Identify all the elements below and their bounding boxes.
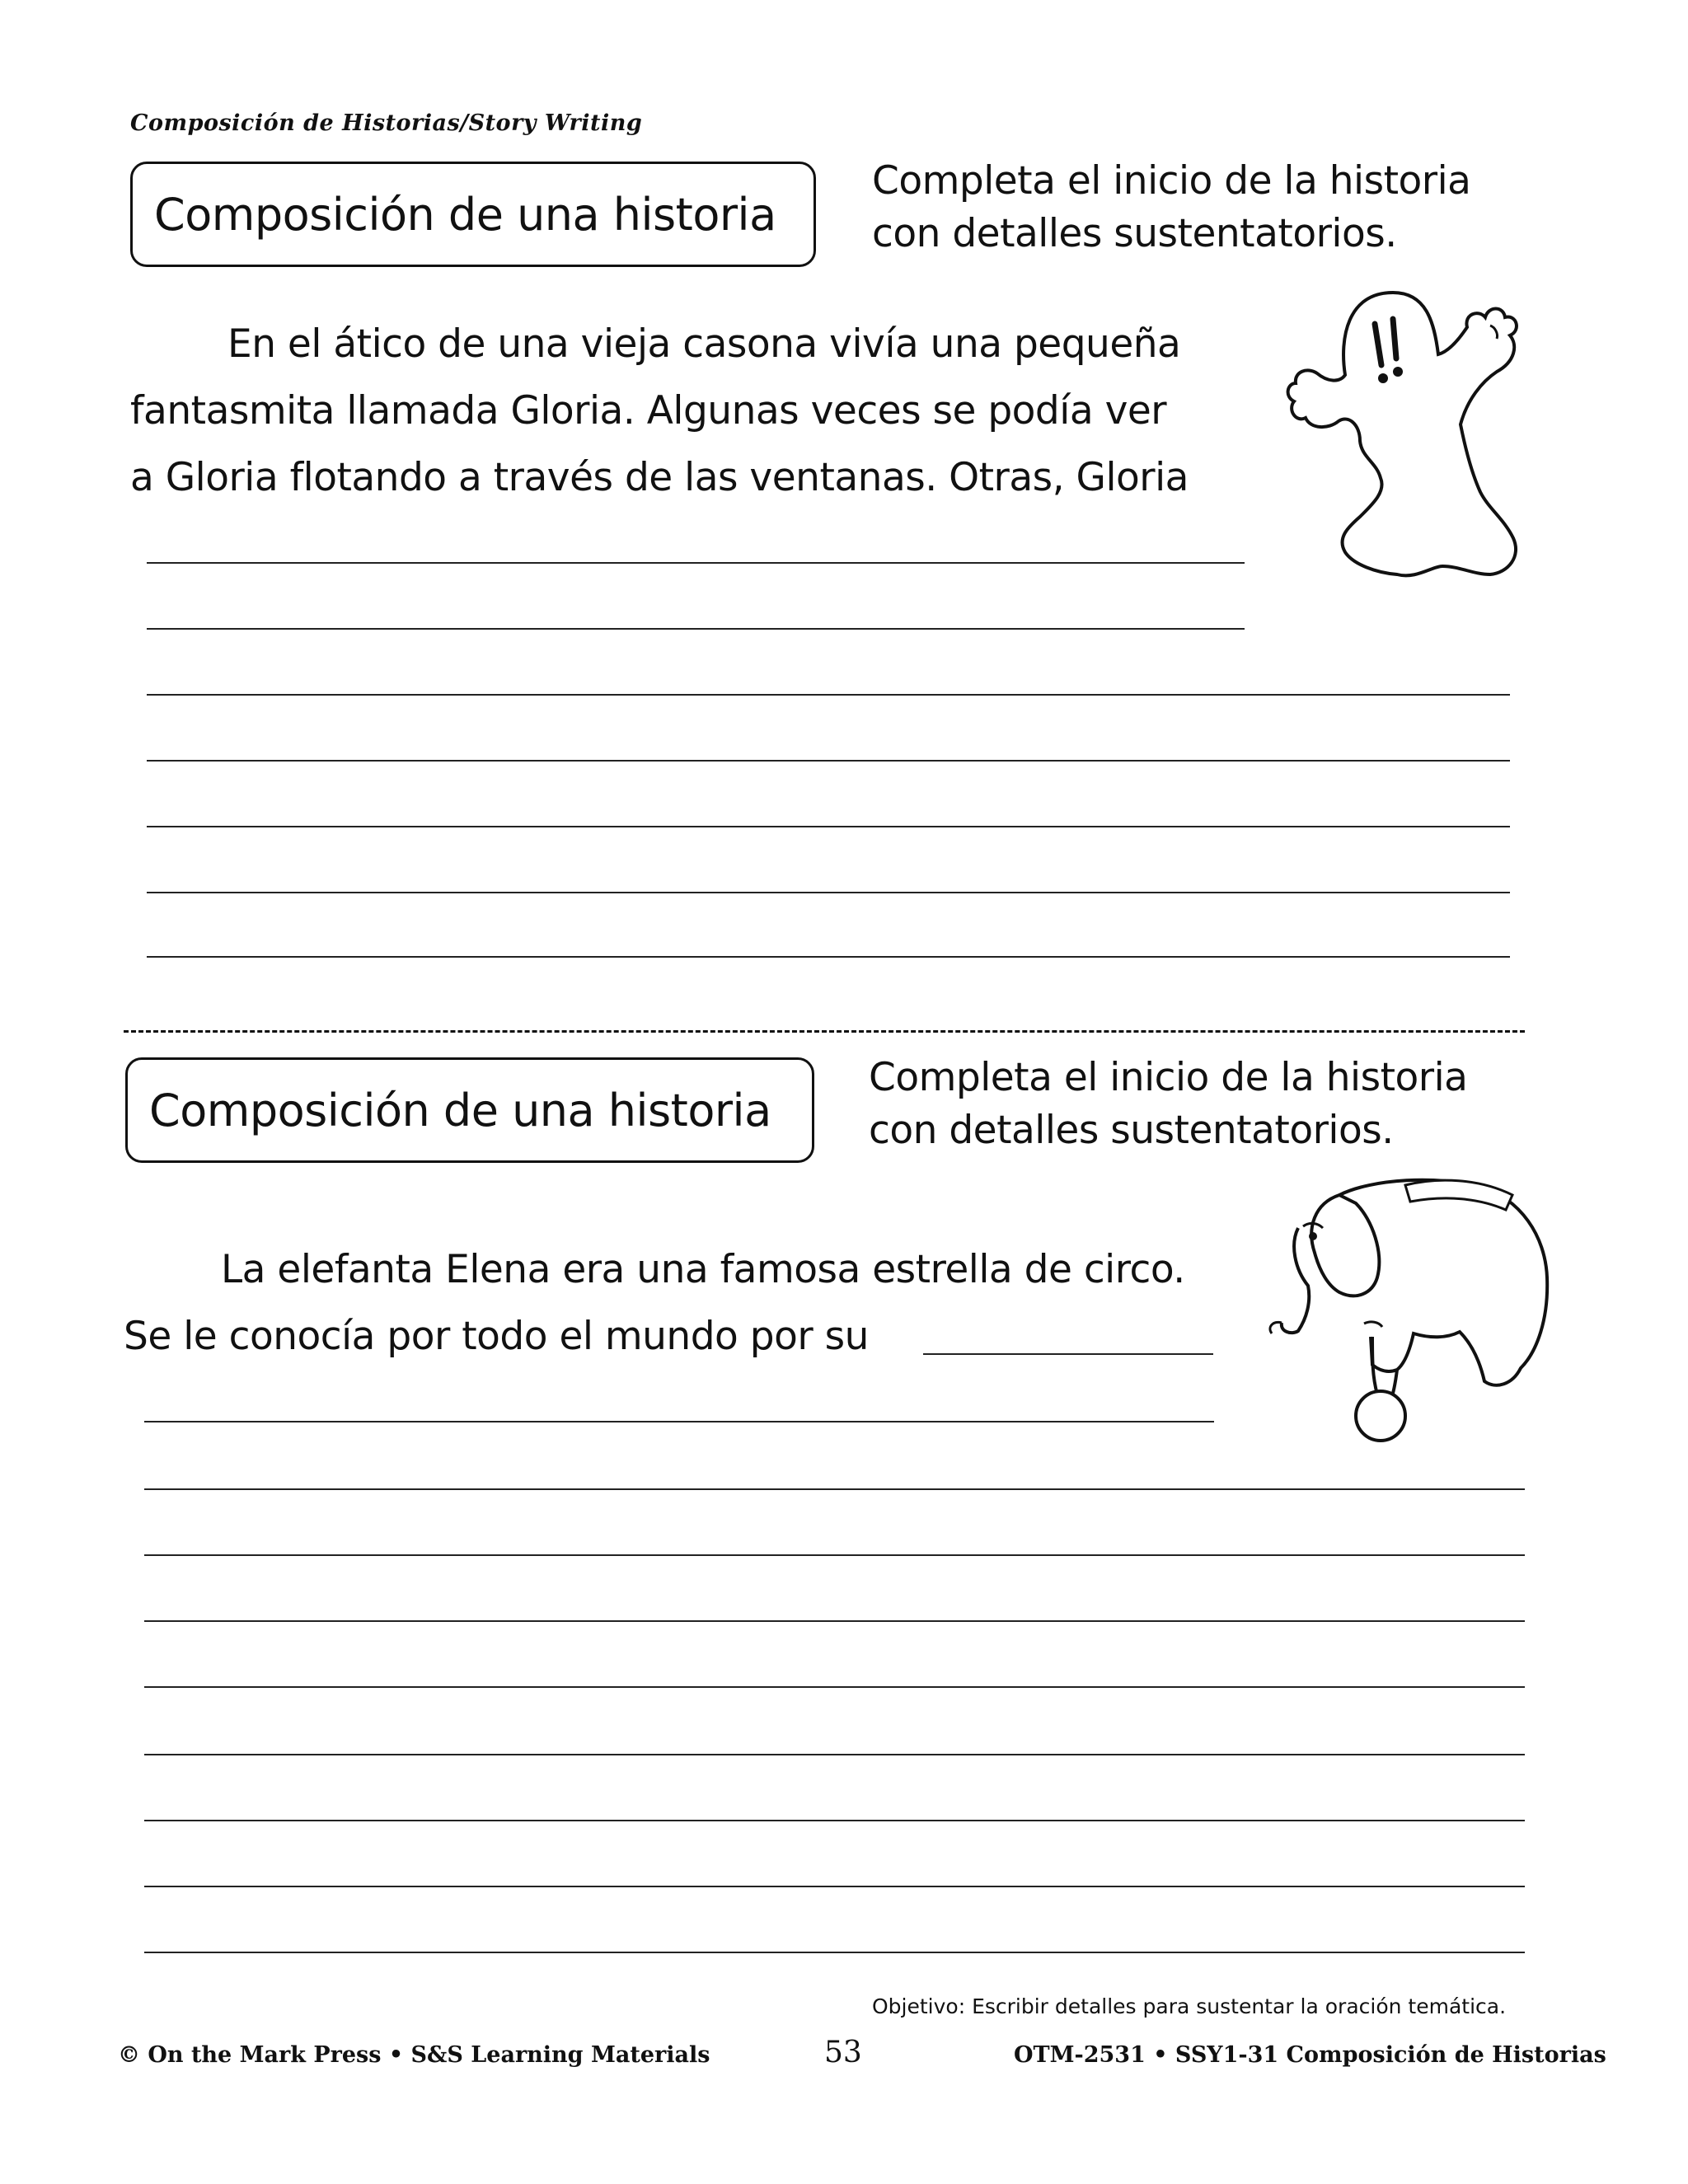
writing-line[interactable] bbox=[147, 892, 1510, 893]
product-code: OTM-2531 • SSY1-31 Composición de Historias bbox=[1014, 2042, 1606, 2068]
writing-line[interactable] bbox=[147, 562, 1245, 564]
objective-text: Objetivo: Escribir detalles para sustentar la oración temática. bbox=[872, 1994, 1507, 2018]
writing-line[interactable] bbox=[144, 1820, 1525, 1821]
story-line: a Gloria flotando a través de las ventanas. Otras, Gloria bbox=[130, 455, 1189, 500]
instruction-line: Completa el inicio de la historia bbox=[872, 158, 1471, 204]
cut-divider bbox=[124, 1030, 1525, 1033]
writing-line[interactable] bbox=[147, 956, 1510, 958]
writing-line[interactable] bbox=[144, 1554, 1525, 1556]
writing-line[interactable] bbox=[147, 694, 1510, 696]
writing-line[interactable] bbox=[144, 1886, 1525, 1887]
story-line: Se le conocía por todo el mundo por su bbox=[124, 1314, 869, 1359]
writing-line[interactable] bbox=[144, 1952, 1525, 1953]
story-line: La elefanta Elena era una famosa estrella de circo. bbox=[221, 1247, 1185, 1292]
story-line: fantasmita llamada Gloria. Algunas veces se podía ver bbox=[130, 388, 1167, 434]
copyright-text: © On the Mark Press • S&S Learning Materials bbox=[118, 2042, 710, 2068]
instruction-line: con detalles sustentatorios. bbox=[869, 1108, 1394, 1153]
section-header: Composición de Historias/Story Writing bbox=[130, 110, 643, 136]
ghost-icon bbox=[1269, 276, 1550, 606]
writing-line[interactable] bbox=[147, 760, 1510, 762]
instruction-line: Completa el inicio de la historia bbox=[869, 1055, 1468, 1100]
instruction-line: con detalles sustentatorios. bbox=[872, 211, 1397, 256]
writing-line[interactable] bbox=[144, 1421, 1214, 1422]
story-line: En el ático de una vieja casona vivía una pequeña bbox=[227, 321, 1181, 367]
writing-line[interactable] bbox=[144, 1686, 1525, 1688]
activity-2-title: Composición de una historia bbox=[125, 1057, 814, 1163]
page-number: 53 bbox=[824, 2036, 862, 2069]
elephant-icon bbox=[1249, 1162, 1562, 1442]
activity-2-instruction bbox=[869, 1052, 1467, 1157]
activity-1-instruction bbox=[872, 155, 1470, 260]
activity-1-title: Composición de una historia bbox=[130, 162, 816, 267]
story-blank-line[interactable] bbox=[923, 1353, 1213, 1355]
writing-line[interactable] bbox=[144, 1754, 1525, 1755]
activity-1-story bbox=[130, 311, 1189, 511]
writing-line[interactable] bbox=[144, 1488, 1525, 1490]
activity-2-story bbox=[124, 1236, 1185, 1370]
writing-line[interactable] bbox=[144, 1620, 1525, 1622]
writing-line[interactable] bbox=[147, 826, 1510, 827]
writing-line[interactable] bbox=[147, 628, 1245, 630]
